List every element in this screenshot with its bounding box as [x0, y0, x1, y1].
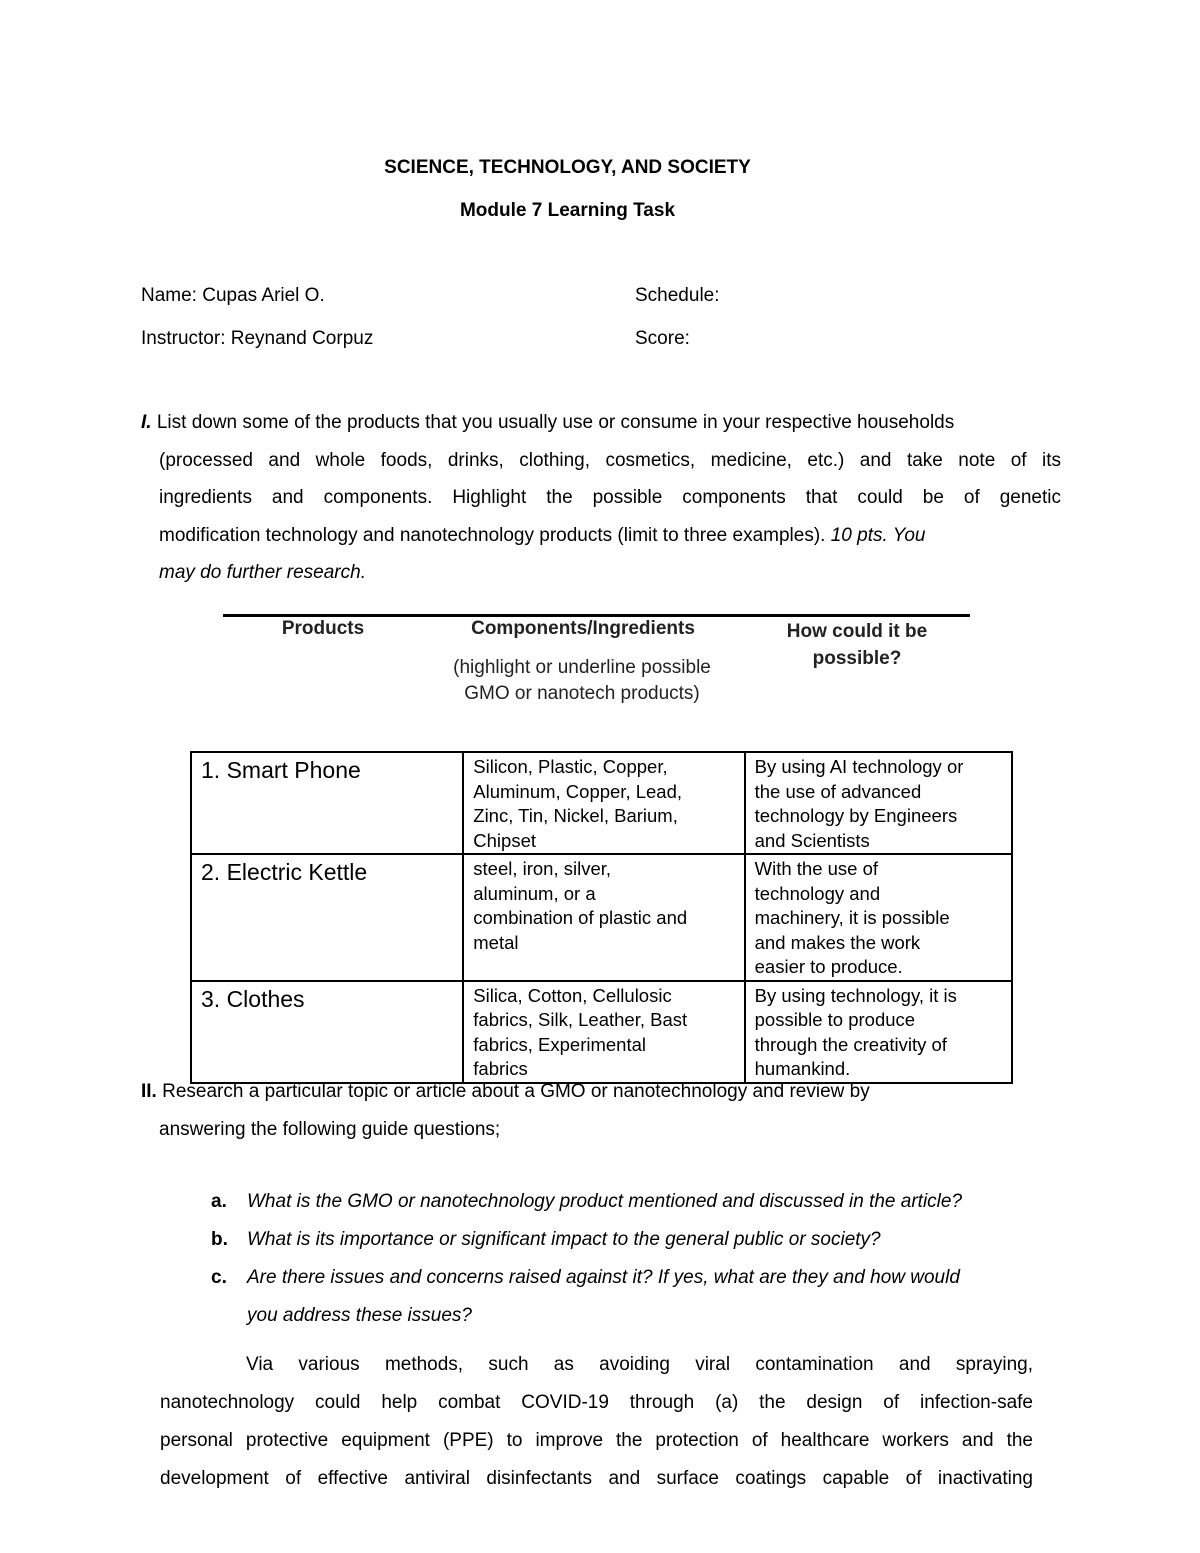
- components-line: steel, iron, silver,: [473, 858, 612, 879]
- how-line: and Scientists: [754, 829, 870, 851]
- how-line: With the use of: [754, 858, 879, 879]
- product-cell: 3. Clothes: [191, 981, 463, 1083]
- how-line: humankind.: [754, 1058, 851, 1079]
- question-label: b.: [211, 1229, 228, 1250]
- how-cell: [745, 981, 1012, 1083]
- components-line: metal: [473, 931, 519, 953]
- instruction-line: may do further research.: [159, 562, 366, 583]
- components-line: Silica, Cotton, Cellulosic: [473, 984, 672, 1006]
- instruction-line: I. List down some of the products that you usually use or consume in your respective households: [141, 412, 955, 433]
- components-line: fabrics, Silk, Leather, Bast: [473, 1009, 688, 1030]
- part-two-instructions: [141, 1073, 1091, 1148]
- components-line: fabrics: [473, 1058, 528, 1079]
- components-line: combination of plastic and: [473, 907, 688, 928]
- product-cell: 2. Electric Kettle: [191, 854, 463, 981]
- how-line: By using technology, it is: [754, 984, 957, 1006]
- components-cell: [463, 981, 744, 1083]
- components-line: Chipset: [473, 829, 536, 851]
- section-numeral: I.: [141, 412, 152, 433]
- how-line: through the creativity of: [754, 1033, 947, 1055]
- score-label: Score:: [635, 328, 690, 349]
- question-text: What is its importance or significant impact to the general public or society?: [247, 1229, 881, 1250]
- how-line: easier to produce.: [754, 956, 903, 977]
- question-text: Are there issues and concerns raised against it? If yes, what are they and how would: [247, 1267, 960, 1288]
- answer-line: Via various methods, such as avoiding viral contamination and spraying,: [246, 1354, 1033, 1375]
- product-cell: 1. Smart Phone: [191, 752, 463, 854]
- instruction-line: (processed and whole foods, drinks, clothing, cosmetics, medicine, etc.) and take note of its: [159, 449, 1061, 471]
- question-b: [211, 1221, 881, 1259]
- how-line: machinery, it is possible: [754, 907, 950, 928]
- components-line: Aluminum, Copper, Lead,: [473, 780, 683, 802]
- header-rule: [223, 614, 970, 617]
- instructor-name: Instructor: Reynand Corpuz: [141, 328, 374, 349]
- table-row: [191, 981, 1012, 1083]
- components-line: Zinc, Tin, Nickel, Barium,: [473, 805, 678, 826]
- instruction-line: ingredients and components. Highlight the possible components that could be of genetic: [159, 487, 1061, 508]
- how-cell: [745, 752, 1012, 854]
- how-line: technology by Engineers: [754, 805, 958, 826]
- question-label: a.: [211, 1191, 227, 1212]
- how-line: By using AI technology or: [754, 756, 964, 777]
- how-cell: [745, 854, 1012, 981]
- col-header-how: How could it be possible?: [786, 621, 928, 669]
- question-text: What is the GMO or nanotechnology product mentioned and discussed in the article?: [247, 1191, 963, 1212]
- points-note: 10 pts. You: [830, 524, 926, 546]
- how-line: and makes the work: [754, 931, 921, 953]
- answer-line: personal protective equipment (PPE) to improve the protection of healthcare workers and the: [160, 1430, 1033, 1451]
- products-table: [190, 751, 1013, 1084]
- col-header-products: Products: [281, 618, 365, 639]
- how-line: technology and: [754, 882, 881, 904]
- part-one-instructions: [141, 404, 1061, 592]
- components-line: Silicon, Plastic, Copper,: [473, 756, 668, 777]
- course-title: SCIENCE, TECHNOLOGY, AND SOCIETY: [384, 157, 751, 178]
- answer-line: development of effective antiviral disinfectants and surface coatings capable of inactivating: [160, 1468, 1033, 1489]
- how-line: the use of advanced: [754, 780, 922, 802]
- question-c: [211, 1259, 960, 1335]
- answer-line: nanotechnology could help combat COVID-19 through (a) the design of infection-safe: [160, 1392, 1033, 1413]
- question-a: [211, 1183, 962, 1221]
- components-line: aluminum, or a: [473, 882, 596, 904]
- student-name: Name: Cupas Ariel O.: [141, 285, 325, 306]
- col-header-components-note: (highlight or underline possible GMO or nanotech products): [453, 657, 711, 704]
- section-numeral: II.: [141, 1081, 157, 1102]
- table-row: [191, 752, 1012, 854]
- question-label: c.: [211, 1267, 227, 1288]
- components-line: fabrics, Experimental: [473, 1033, 646, 1055]
- question-text-continued: you address these issues?: [247, 1305, 472, 1326]
- answer-paragraph: [160, 1346, 1033, 1498]
- module-title: Module 7 Learning Task: [459, 200, 676, 221]
- schedule-label: Schedule:: [635, 285, 720, 306]
- instruction-line: modification technology and nanotechnology products (limit to three examples). 10 pts. You: [159, 524, 926, 546]
- table-row: [191, 854, 1012, 981]
- how-line: possible to produce: [754, 1009, 916, 1030]
- col-header-components: Components/Ingredients: [471, 618, 695, 639]
- components-cell: [463, 854, 744, 981]
- instruction-line: answering the following guide questions;: [159, 1118, 501, 1140]
- instruction-line: II. Research a particular topic or article about a GMO or nanotechnology and review by: [141, 1081, 870, 1102]
- components-cell: [463, 752, 744, 854]
